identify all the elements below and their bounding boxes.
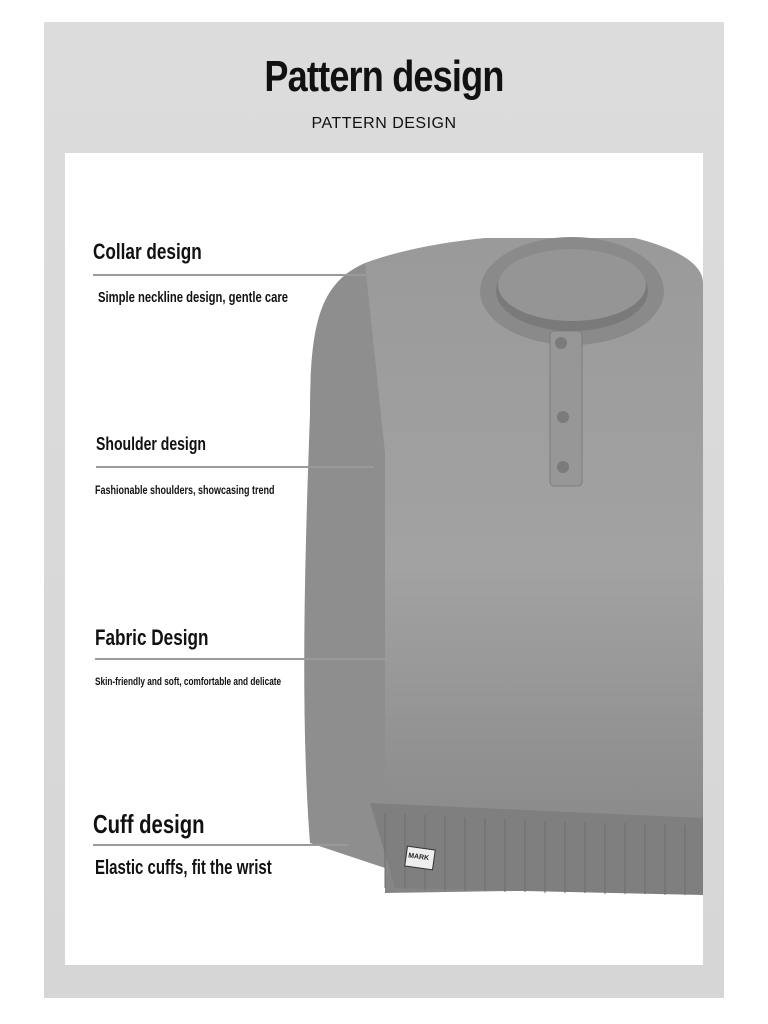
pointer-line: [96, 466, 374, 468]
feature-description: Fashionable shoulders, showcasing trend: [95, 483, 275, 497]
feature-description: Simple neckline design, gentle care: [98, 289, 289, 306]
feature-title: Fabric Design: [95, 625, 209, 650]
pointer-line: [93, 274, 458, 276]
feature-cuff: [93, 809, 272, 879]
pointer-line: [93, 844, 348, 846]
page-subtitle: PATTERN DESIGN: [311, 115, 457, 132]
feature-fabric: [95, 625, 282, 688]
feature-collar: [93, 239, 289, 306]
product-panel: [65, 153, 703, 965]
brand-label: MARK: [407, 852, 430, 863]
feature-description: Elastic cuffs, fit the wrist: [95, 857, 272, 879]
pointer-line: [95, 658, 443, 660]
feature-title: Collar design: [93, 239, 202, 264]
page-title: Pattern design: [264, 52, 504, 101]
feature-title: Shoulder design: [96, 434, 206, 454]
feature-shoulder: [95, 434, 275, 497]
feature-title: Cuff design: [93, 809, 205, 839]
feature-description: Skin-friendly and soft, comfortable and delicate: [95, 676, 282, 688]
